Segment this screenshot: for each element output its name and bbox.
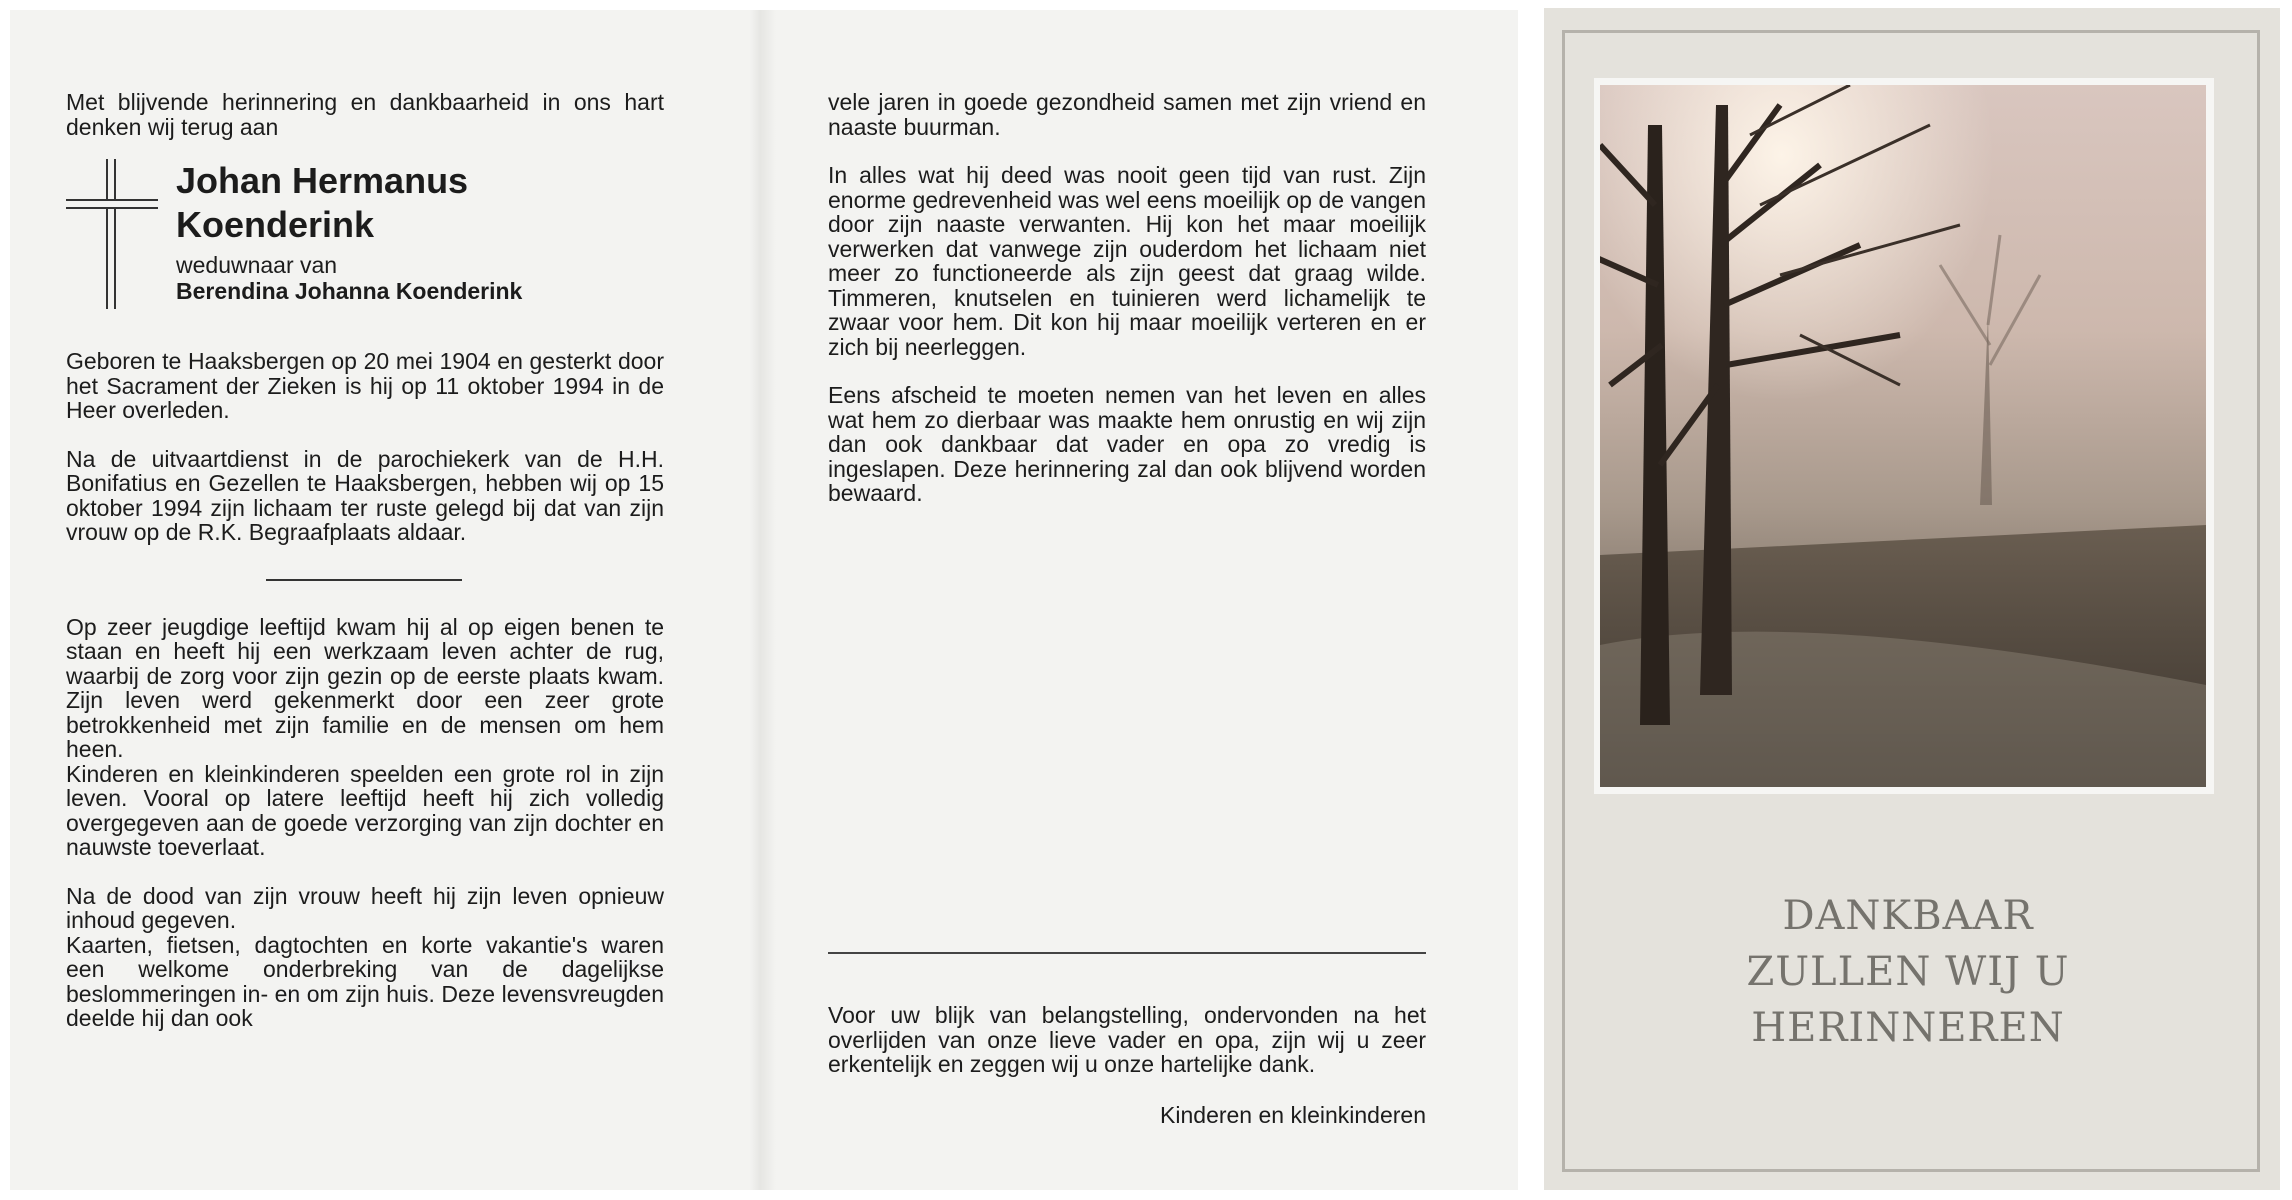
- right-text-1: vele jaren in goede gezondheid samen met zijn vriend en naaste buurman.: [828, 89, 1426, 140]
- birth-death-text: Geboren te Haaksbergen op 20 mei 1904 en gesterkt door het Sacrament der Zieken is hij op 11 oktober 1994 in de Heer overleden.: [66, 348, 664, 423]
- thanks-text: Voor uw blijk van belangstelling, ondervonden na het overlijden van onze lieve vader en opa, zijn wij u zeer erkentelijk en zeggen wij u onze hartelijke dank.: [828, 1002, 1426, 1077]
- front-caption-line2: ZULLEN WIJ U: [1746, 949, 2070, 995]
- funeral-text: Na de uitvaartdienst in de parochiekerk van de H.H. Bonifatius en Gezellen te Haaksbergen, hebben wij op 15 oktober 1994 zijn lichaam ter ruste gelegd bij dat van zijn vrouw op de R.K. Begraafplaats aldaar.: [66, 445, 664, 545]
- inside-right-page: [828, 90, 1426, 506]
- front-caption-line3: HERINNEREN: [1751, 1005, 2065, 1051]
- inside-left-page: [66, 90, 664, 1031]
- memorial-card-front: [1544, 8, 2280, 1190]
- right-text-2: In alles wat hij deed was nooit geen tijd van rust. Zijn enorme gedrevenheid was wel eens moeilijk op de vangen door zijn naaste verwanten. Hij kon het maar moeilijk verwerken dat vanwege zijn ouderdom het lichaam niet meer zo functioneerde als zijn geest dat graag wilde. Timmeren, knutselen en tuinieren werd lichamelijk te zwaar voor hem. Dit kon hij maar moeilijk verteren en er zich bij neerleggen.: [828, 162, 1426, 360]
- section-divider: [266, 579, 462, 581]
- name-block: [66, 159, 664, 349]
- life-text-3: Na de dood van zijn vrouw heeft hij zijn leven opnieuw inhoud gegeven.: [66, 882, 664, 933]
- landscape-photo: [1600, 85, 2206, 787]
- intro-text: Met blijvende herinnering en dankbaarheid in ons hart denken wij terug aan: [66, 89, 664, 140]
- deceased-name-line1: Johan Hermanus: [176, 160, 469, 201]
- life-text-2: Kinderen en kleinkinderen speelden een grote rol in zijn leven. Vooral op latere leeftijd heeft hij zich volledig overgegeven aan de goede verzorging van zijn dochter en nauwste toeverlaat.: [66, 760, 664, 860]
- cross-icon: [106, 159, 116, 309]
- front-caption: [1562, 888, 2254, 1056]
- card-fold: [750, 10, 776, 1190]
- spouse-name: Berendina Johanna Koenderink: [176, 278, 523, 304]
- life-text-1: Op zeer jeugdige leeftijd kwam hij al op eigen benen te staan en heeft hij een werkzaam leven achter de rug, waarbij de zorg voor zijn gezin op de eerste plaats kwam. Zijn leven werd gekenmerkt door een zeer grote betrokkenheid met zijn familie en de mensen om hem heen.: [66, 613, 664, 762]
- right-text-3: Eens afscheid te moeten nemen van het leven en alles wat hem zo dierbaar was maakte hem onrustig en wij zijn dan ook dankbaar dat vader en opa zo vredig is ingeslapen. Deze herinnering zal dan ook blijvend worden bewaard.: [828, 382, 1426, 506]
- signature: Kinderen en kleinkinderen: [1160, 1102, 1426, 1128]
- widower-label: weduwnaar van: [176, 252, 338, 278]
- deceased-name: [176, 159, 468, 247]
- deceased-name-line2: Koenderink: [176, 204, 375, 245]
- front-caption-line1: DANKBAAR: [1782, 893, 2034, 939]
- thanks-divider: [828, 952, 1426, 954]
- cross-icon-bar: [66, 199, 158, 209]
- life-text-4: Kaarten, fietsen, dagtochten en korte vakantie's waren een welkome onderbreking van de dagelijkse beslommeringen in- en om zijn huis. Deze levensvreugden deelde hij dan ook: [66, 931, 664, 1031]
